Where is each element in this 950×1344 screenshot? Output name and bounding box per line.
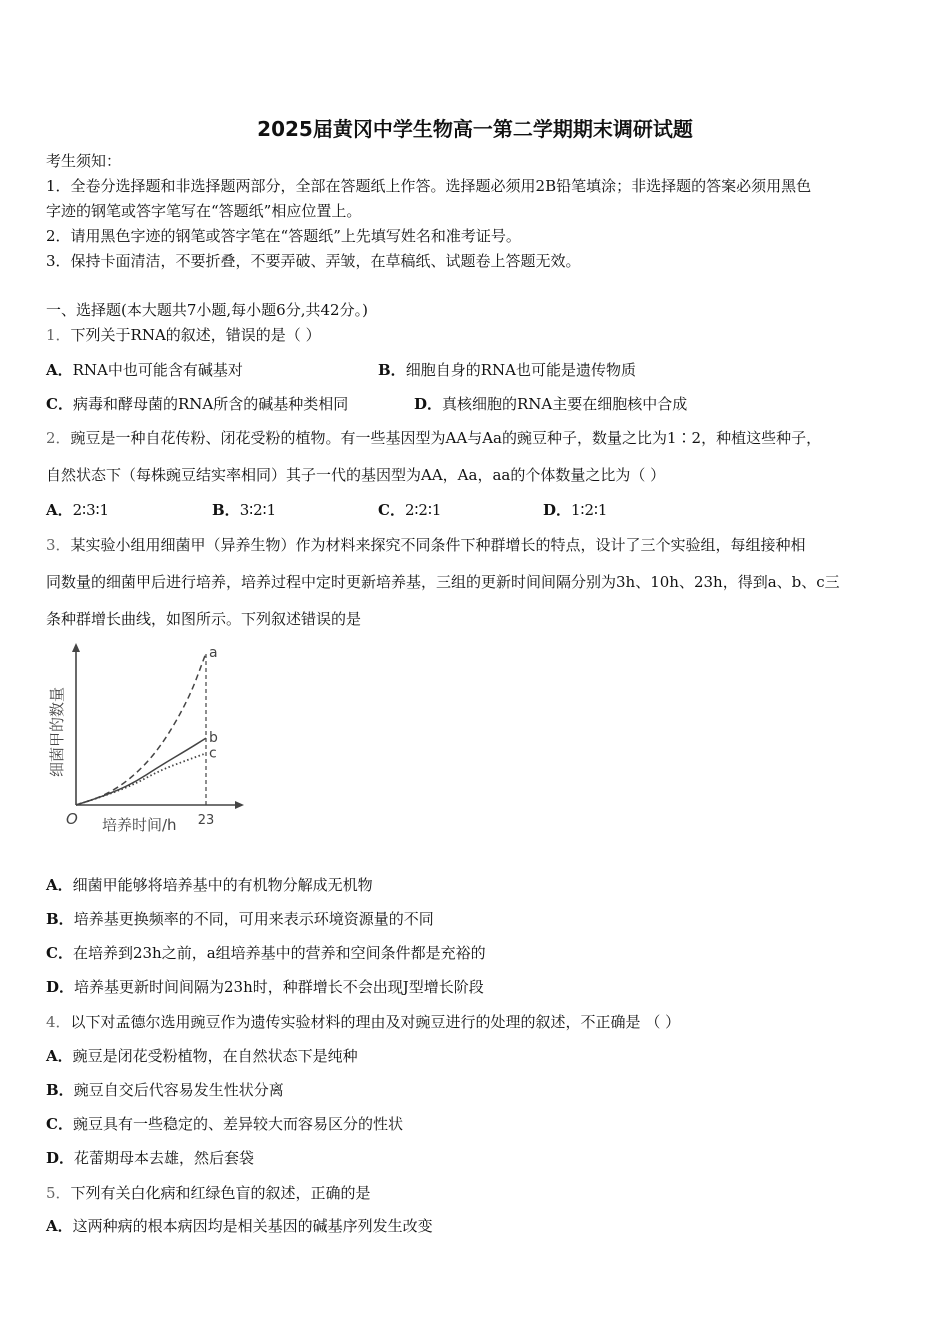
option-c[interactable]	[378, 500, 441, 520]
option-label: A．	[46, 1047, 73, 1065]
option-label: C．	[46, 944, 73, 962]
option-d[interactable]	[543, 500, 607, 520]
question-1	[46, 325, 321, 345]
series-line-b	[76, 738, 206, 805]
option-c[interactable]	[46, 394, 348, 414]
series-line-a	[76, 653, 206, 805]
option-label: D．	[46, 978, 75, 996]
x-tick-label: 23	[197, 813, 215, 828]
option-label: B．	[212, 501, 240, 519]
question-text: 条种群增长曲线，如图所示。下列叙述错误的是	[46, 610, 362, 628]
notice-item: 3．保持卡面清洁，不要折叠，不要弄破、弄皱，在草稿纸、试题卷上答题无效。	[46, 252, 581, 270]
notice-item: 字迹的钢笔或答字笔写在“答题纸”相应位置上。	[46, 202, 362, 220]
x-axis-label: 培养时间/h	[102, 816, 177, 834]
option-text: 培养基更换频率的不同，可用来表示环境资源量的不同	[73, 910, 434, 928]
question-text: 下列关于RNA的叙述，错误的是（ ）	[70, 326, 321, 344]
question-text: 同数量的细菌甲后进行培养，培养过程中定时更新培养基，三组的更新时间间隔分别为3h、10h、23h，得到a、b、c三	[46, 573, 840, 591]
option-a[interactable]	[46, 500, 109, 520]
question-3	[46, 535, 806, 555]
question-number: 3．	[46, 536, 71, 554]
option-text: 豌豆具有一些稳定的、差异较大而容易区分的性状	[72, 1115, 403, 1133]
option-text: 这两种病的根本病因均是相关基因的碱基序列发生改变	[72, 1217, 433, 1235]
option-text: 细胞自身的RNA也可能是遗传物质	[405, 361, 636, 379]
question-number: 5．	[46, 1184, 71, 1202]
series-label-a: a	[209, 645, 218, 661]
option-text: 细菌甲能够将培养基中的有机物分解成无机物	[72, 876, 373, 894]
y-axis-label: 细菌甲的数量	[48, 686, 66, 778]
option-c[interactable]	[46, 943, 486, 963]
option-text: 在培养到23h之前，a组培养基中的营养和空间条件都是充裕的	[72, 944, 486, 962]
option-d[interactable]	[46, 977, 484, 997]
option-text: 真核细胞的RNA主要在细胞核中合成	[442, 395, 688, 413]
option-label: B．	[46, 1081, 74, 1099]
x-axis-arrow	[235, 801, 244, 809]
section-heading: 一、选择题(本大题共7小题,每小题6分,共42分。)	[46, 301, 368, 319]
option-c[interactable]	[46, 1114, 403, 1134]
option-text: 花蕾期母本去雄，然后套袋	[74, 1149, 255, 1167]
option-text: 豌豆是闭花受粉植物，在自然状态下是纯种	[72, 1047, 358, 1065]
option-label: B．	[378, 361, 406, 379]
option-label: D．	[543, 501, 572, 519]
option-a[interactable]	[46, 875, 373, 895]
page-title: 2025届黄冈中学生物高一第二学期期末调研试题	[257, 117, 693, 141]
option-label: D．	[414, 395, 443, 413]
option-b[interactable]	[46, 1080, 284, 1100]
option-label: A．	[46, 361, 73, 379]
question-4	[46, 1012, 680, 1032]
option-text: 2∶2∶1	[404, 501, 442, 519]
option-a[interactable]	[46, 1046, 358, 1066]
option-a[interactable]	[46, 360, 243, 380]
series-label-c: c	[209, 745, 217, 762]
option-label: A．	[46, 501, 73, 519]
option-label: A．	[46, 876, 73, 894]
question-number: 4．	[46, 1013, 71, 1031]
option-b[interactable]	[378, 360, 636, 380]
option-label: C．	[46, 395, 73, 413]
question-5	[46, 1183, 371, 1203]
option-a[interactable]	[46, 1216, 433, 1236]
option-text: 病毒和酵母菌的RNA所含的碱基种类相同	[72, 395, 349, 413]
option-text: RNA中也可能含有碱基对	[72, 361, 243, 379]
option-d[interactable]	[46, 1148, 254, 1168]
question-text: 下列有关白化病和红绿色盲的叙述，正确的是	[70, 1184, 371, 1202]
option-text: 3∶2∶1	[239, 501, 277, 519]
option-label: C．	[378, 501, 405, 519]
question-2	[46, 428, 821, 448]
population-growth-chart	[44, 640, 264, 840]
notice-item: 1．全卷分选择题和非选择题两部分，全部在答题纸上作答。选择题必须用2B铅笔填涂；非选择题的答案必须用黑色	[46, 177, 812, 195]
question-number: 1．	[46, 326, 71, 344]
option-b[interactable]	[46, 909, 434, 929]
option-text: 2∶3∶1	[72, 501, 110, 519]
question-text: 豌豆是一种自花传粉、闭花受粉的植物。有一些基因型为AA与Aa的豌豆种子，数量之比为1∶2，种植这些种子，	[70, 429, 822, 447]
series-label-b: b	[209, 730, 218, 747]
option-text: 1∶2∶1	[571, 501, 608, 519]
question-text: 以下对孟德尔选用豌豆作为遗传实验材料的理由及对豌豆进行的处理的叙述，不正确是 （ ）	[70, 1013, 681, 1031]
option-label: D．	[46, 1149, 75, 1167]
question-text: 某实验小组用细菌甲（异养生物）作为材料来探究不同条件下种群增长的特点，设计了三个实验组，每组接种相	[70, 536, 806, 554]
option-b[interactable]	[212, 500, 276, 520]
series-line-c	[76, 753, 206, 805]
question-number: 2．	[46, 429, 71, 447]
option-text: 豌豆自交后代容易发生性状分离	[73, 1081, 284, 1099]
notice-heading: 考生须知：	[46, 152, 122, 170]
option-label: C．	[46, 1115, 73, 1133]
question-text: 自然状态下（每株豌豆结实率相同）其子一代的基因型为AA，Aa，aa的个体数量之比为（ ）	[46, 466, 666, 484]
option-text: 培养基更新时间间隔为23h时，种群增长不会出现J型增长阶段	[74, 978, 484, 996]
option-d[interactable]	[414, 394, 687, 414]
option-label: A．	[46, 1217, 73, 1235]
notice-item: 2．请用黑色字迹的钢笔或答字笔在“答题纸”上先填写姓名和准考证号。	[46, 227, 521, 245]
origin-label: O	[66, 810, 78, 828]
option-label: B．	[46, 910, 74, 928]
y-axis-arrow	[72, 643, 80, 652]
